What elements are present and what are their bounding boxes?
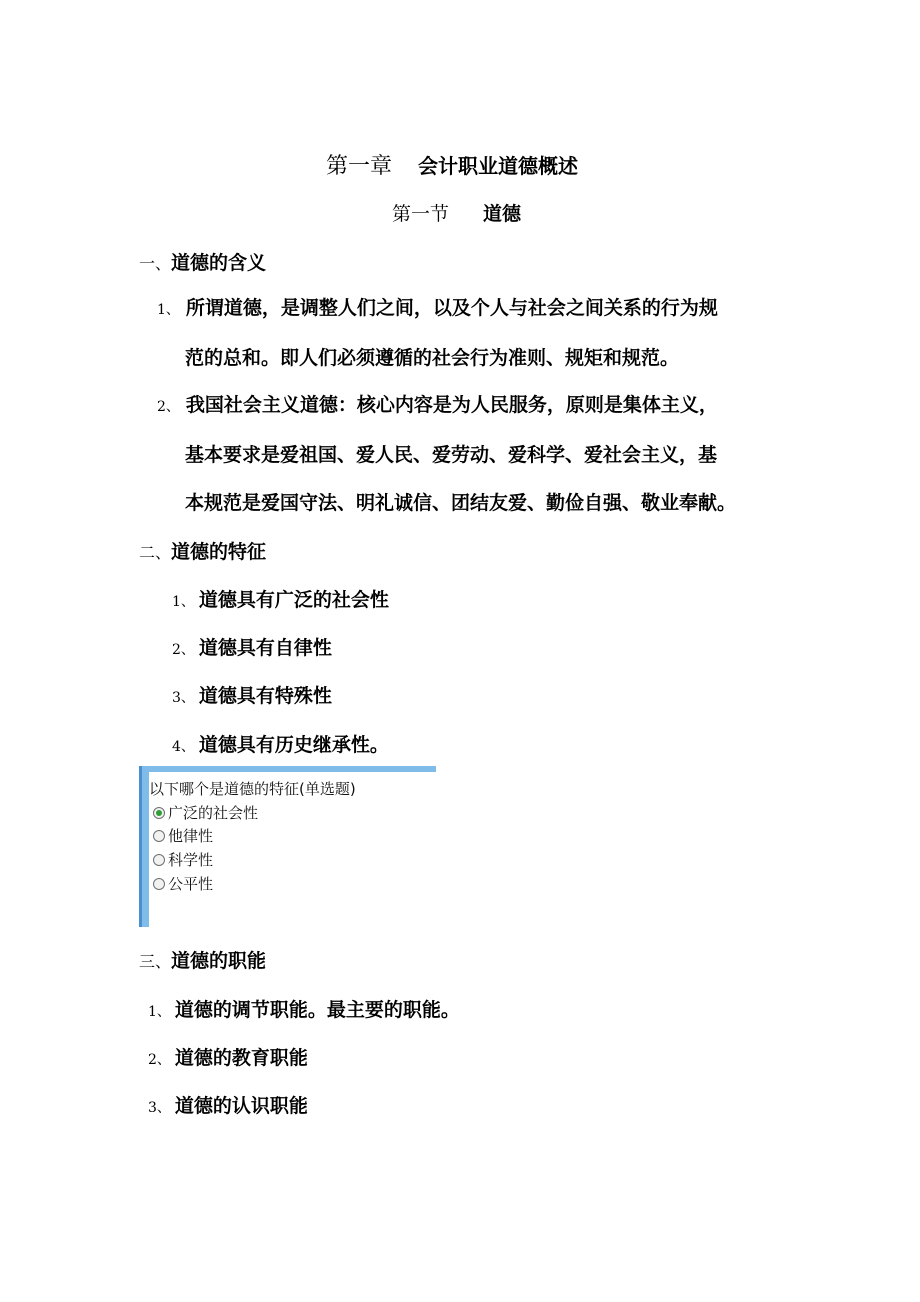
quiz-option-4-label: 公平性 xyxy=(168,875,214,893)
part2-title: 道德的特征 xyxy=(171,541,267,563)
section-title xyxy=(392,199,521,226)
part3-item-2-number: 2、 xyxy=(148,1052,171,1068)
quiz-panel xyxy=(139,766,436,927)
part2-item-4-text: 道德具有历史继承性。 xyxy=(198,734,389,756)
part2-item-4-number: 4、 xyxy=(172,739,195,755)
radio-icon[interactable] xyxy=(153,830,165,842)
part1-item-2-line-1: 我国社会主义道德：核心内容是为人民服务，原则是集体主义， xyxy=(185,394,718,416)
quiz-option-2-label: 他律性 xyxy=(168,827,214,845)
part3-number: 三、 xyxy=(139,952,172,971)
quiz-option-3[interactable] xyxy=(153,849,213,870)
part1-item-2 xyxy=(157,381,736,527)
part2-number: 二、 xyxy=(139,543,172,562)
quiz-question: 以下哪个是道德的特征(单选题) xyxy=(149,780,356,798)
part3-heading xyxy=(139,946,266,973)
quiz-option-4[interactable] xyxy=(153,873,213,894)
part1-item-2-line-3: 本规范是爱国守法、明礼诚信、团结友爱、勤俭自强、敬业奉献。 xyxy=(185,492,737,514)
part2-item-2-text: 道德具有自律性 xyxy=(198,637,332,659)
part2-heading xyxy=(139,537,266,564)
part3-title: 道德的职能 xyxy=(171,950,267,972)
radio-icon[interactable] xyxy=(153,878,165,890)
part3-item-1-number: 1、 xyxy=(148,1004,171,1020)
part2-item-3-text: 道德具有特殊性 xyxy=(198,685,332,707)
part3-item-2 xyxy=(148,1043,308,1070)
part1-heading xyxy=(139,248,266,275)
section-name: 道德 xyxy=(483,203,522,225)
part1-item-2-line-2: 基本要求是爱祖国、爱人民、爱劳动、爱科学、爱社会主义，基 xyxy=(185,444,718,466)
part1-item-2-number: 2、 xyxy=(157,399,180,415)
radio-icon[interactable] xyxy=(153,854,165,866)
part2-item-1 xyxy=(172,585,389,612)
part1-title: 道德的含义 xyxy=(171,252,267,274)
chapter-name: 会计职业道德概述 xyxy=(418,154,579,178)
quiz-top-border xyxy=(139,766,436,772)
part1-item-1-number: 1、 xyxy=(157,302,180,318)
part3-item-3-text: 道德的认识职能 xyxy=(174,1095,308,1117)
quiz-option-3-label: 科学性 xyxy=(168,851,214,869)
part2-item-3 xyxy=(172,681,332,708)
part3-item-3 xyxy=(148,1091,308,1118)
quiz-left-border xyxy=(139,766,149,927)
quiz-option-2[interactable] xyxy=(153,825,213,846)
part1-number: 一、 xyxy=(139,254,172,273)
part3-item-3-number: 3、 xyxy=(148,1100,171,1116)
part2-item-2-number: 2、 xyxy=(172,642,195,658)
chapter-title xyxy=(326,149,578,180)
quiz-left-highlight xyxy=(139,766,142,927)
quiz-option-1-label: 广泛的社会性 xyxy=(168,804,259,822)
part3-item-1-text: 道德的调节职能。最主要的职能。 xyxy=(174,999,460,1021)
chapter-label: 第一章 xyxy=(326,154,393,179)
quiz-option-1[interactable] xyxy=(153,802,258,823)
part1-item-1-line-1: 所谓道德，是调整人们之间，以及个人与社会之间关系的行为规 xyxy=(185,297,718,319)
radio-selected-icon[interactable] xyxy=(153,807,165,819)
part2-item-2 xyxy=(172,633,332,660)
part2-item-4 xyxy=(172,730,389,757)
part3-item-1 xyxy=(148,995,460,1022)
part3-item-2-text: 道德的教育职能 xyxy=(174,1047,308,1069)
part2-item-3-number: 3、 xyxy=(172,690,195,706)
part2-item-1-text: 道德具有广泛的社会性 xyxy=(198,589,389,611)
part1-item-1 xyxy=(157,284,718,382)
section-label: 第一节 xyxy=(392,203,450,225)
part1-item-1-line-2: 范的总和。即人们必须遵循的社会行为准则、规矩和规范。 xyxy=(185,347,680,369)
part2-item-1-number: 1、 xyxy=(172,594,195,610)
